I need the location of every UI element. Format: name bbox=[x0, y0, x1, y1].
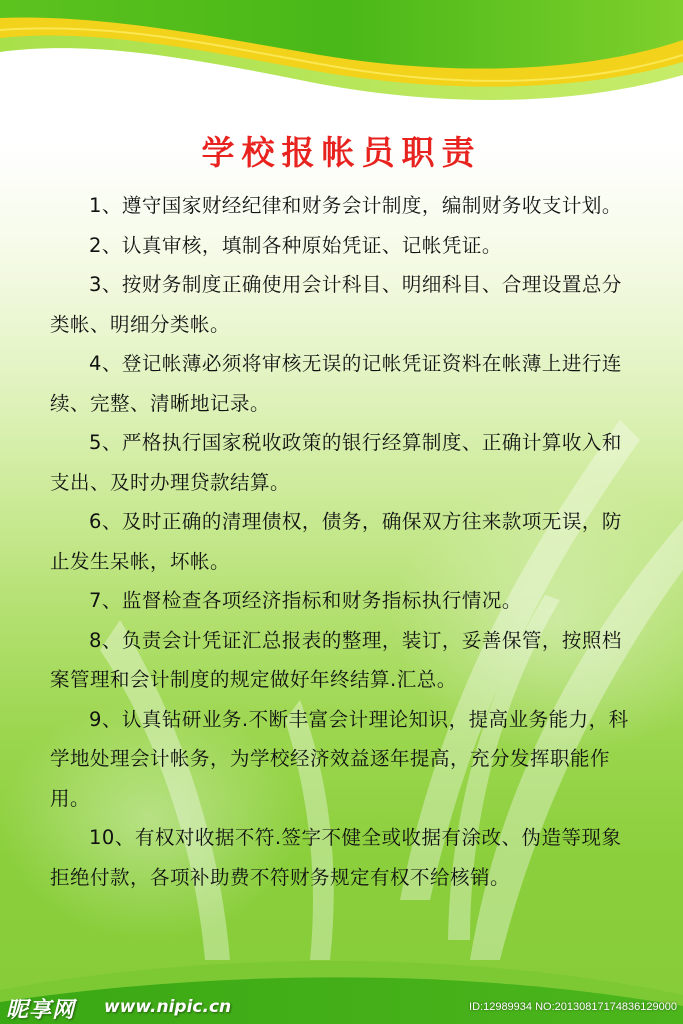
watermark-bar bbox=[0, 992, 683, 1024]
page-title: 学校报帐员职责 bbox=[201, 133, 482, 172]
duty-list bbox=[50, 186, 640, 897]
duty-item-7: 7、监督检查各项经济指标和财务指标执行情况。 bbox=[89, 589, 522, 612]
duty-item-2: 2、认真审核，填制各种原始凭证、记帐凭证。 bbox=[89, 233, 502, 257]
duty-item-6: 6、及时正确的清理债权，债务，确保双方往来款项无误，防止发生呆帐，坏帐。 bbox=[50, 510, 622, 573]
duty-item-3: 3、按财务制度正确使用会计科目、明细科目、合理设置总分类帐、明细分类帐。 bbox=[50, 273, 622, 336]
duty-item-10: 10、有权对收据不符.签字不健全或收据有涂改、伪造等现象拒绝付款，各项补助费不符财务规定有权不给核销。 bbox=[50, 826, 622, 889]
watermark-logo: 昵享网 bbox=[6, 998, 76, 1023]
duty-item-1: 1、遵守国家财经纪律和财务会计制度，编制财务收支计划。 bbox=[89, 194, 622, 217]
duty-item-8: 8、负责会计凭证汇总报表的整理，装订，妥善保管，按照档案管理和会计制度的规定做好年终结算.汇总。 bbox=[50, 628, 622, 691]
duty-item-5: 5、严格执行国家税收政策的银行经算制度、正确计算收入和支出、及时办理贷款结算。 bbox=[50, 431, 622, 494]
duty-item-4: 4、登记帐薄必须将审核无误的记帐凭证资料在帐薄上进行连续、完整、清晰地记录。 bbox=[50, 352, 622, 415]
watermark-id: ID:12989934 NO:20130817174836129000 bbox=[469, 1001, 677, 1013]
duty-item-9: 9、认真钻研业务.不断丰富会计理论知识，提高业务能力，科学地处理会计帐务，为学校经济效益逐年提高，充分发挥职能作用。 bbox=[50, 707, 629, 810]
watermark-url: www.nipic.cn bbox=[104, 997, 232, 1017]
